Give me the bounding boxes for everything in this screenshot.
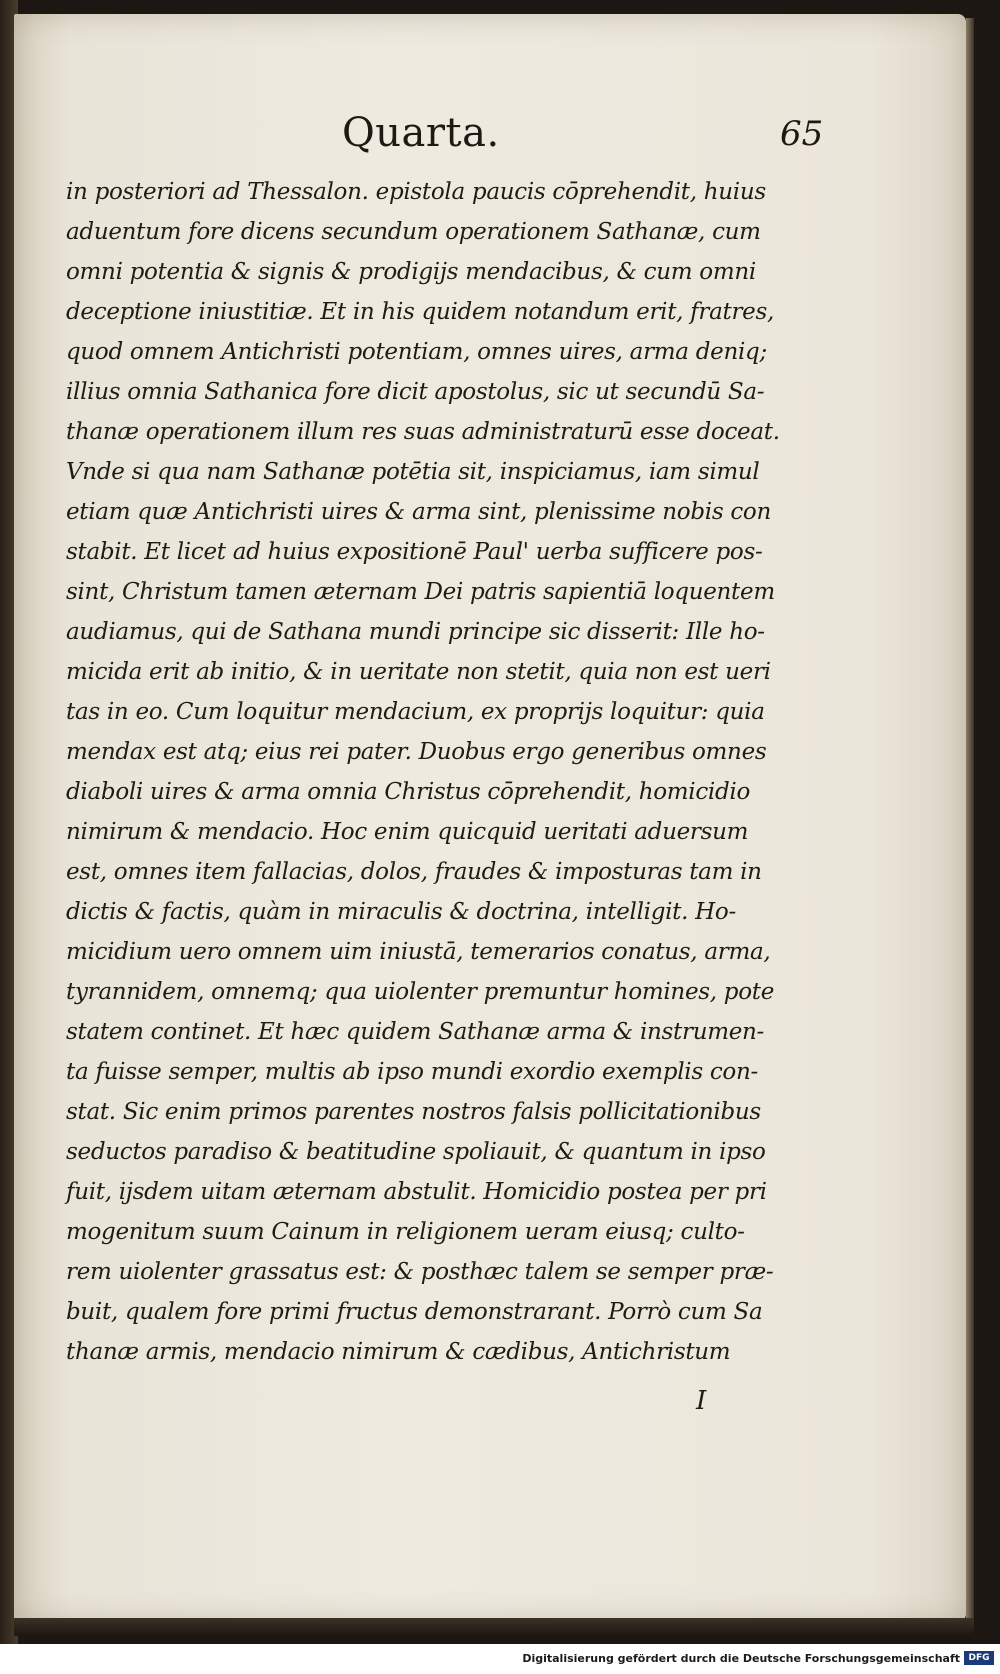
text-line: seductos paradiso & beatitudine spoliauit, & quantum in ipso (66, 1139, 766, 1165)
text-line: sint, Christum tamen æternam Dei patris sapientiā loquentem (66, 579, 775, 605)
body-text (66, 172, 826, 1372)
running-title: Quarta. (342, 110, 500, 156)
text-line: aduentum fore dicens secundum operationem Sathanæ, cum (66, 219, 761, 245)
footer-bar (0, 1644, 1000, 1674)
text-line: ta fuisse semper, multis ab ipso mundi exordio exemplis con- (66, 1059, 758, 1085)
page-stack-edge (966, 18, 974, 1618)
text-line: stabit. Et licet ad huius expositionē Paul' uerba sufficere pos- (66, 539, 763, 565)
page-number: 65 (780, 114, 824, 154)
text-line: deceptione iniustitiæ. Et in his quidem notandum erit, fratres, (66, 299, 774, 325)
text-line: statem continet. Et hæc quidem Sathanæ arma & instrumen- (66, 1019, 765, 1045)
text-line: buit, qualem fore primi fructus demonstrarant. Porrò cum Sa (66, 1299, 763, 1325)
signature-mark: I (696, 1386, 707, 1416)
text-line: tas in eo. Cum loquitur mendacium, ex proprijs loquitur: quia (66, 699, 765, 725)
book-page (14, 14, 966, 1622)
text-line: nimirum & mendacio. Hoc enim quicquid ueritati aduersum (66, 819, 749, 845)
text-line: rem uiolenter grassatus est: & posthæc talem se semper præ- (66, 1259, 774, 1285)
page-bottom-shadow (14, 1618, 974, 1636)
text-line: diaboli uires & arma omnia Christus cōprehendit, homicidio (66, 779, 751, 805)
text-line: illius omnia Sathanica fore dicit apostolus, sic ut secundū Sa- (66, 379, 765, 405)
text-line: thanæ operationem illum res suas administraturū esse doceat. (66, 419, 780, 445)
text-line: omni potentia & signis & prodigijs mendacibus, & cum omni (66, 259, 756, 285)
digitization-credit: Digitalisierung gefördert durch die Deutsche Forschungsgemeinschaft (522, 1652, 960, 1665)
text-line: est, omnes item fallacias, dolos, fraudes & imposturas tam in (66, 859, 762, 885)
text-line: fuit, ijsdem uitam æternam abstulit. Homicidio postea per pri (66, 1179, 767, 1205)
text-line: Vnde si qua nam Sathanæ potētia sit, inspiciamus, iam simul (66, 459, 760, 485)
text-line: mogenitum suum Cainum in religionem ueram eiusq; culto- (66, 1219, 745, 1245)
text-line: stat. Sic enim primos parentes nostros falsis pollicitationibus (66, 1099, 761, 1125)
text-line: etiam quæ Antichristi uires & arma sint, plenissime nobis con (66, 499, 771, 525)
text-line: dictis & factis, quàm in miraculis & doctrina, intelligit. Ho- (66, 899, 736, 925)
dfg-logo: DFG (964, 1651, 994, 1665)
text-line: in posteriori ad Thessalon. epistola paucis cōprehendit, huius (66, 179, 766, 205)
text-line: micidium uero omnem uim iniustā, temerarios conatus, arma, (66, 939, 771, 965)
text-line: tyrannidem, omnemq; qua uiolenter premuntur homines, pote (66, 979, 775, 1005)
text-line: micida erit ab initio, & in ueritate non stetit, quia non est ueri (66, 659, 771, 685)
text-line: audiamus, qui de Sathana mundi principe sic disserit: Ille ho- (66, 619, 765, 645)
text-line: quod omnem Antichristi potentiam, omnes uires, arma deniq; (66, 339, 767, 365)
text-line: thanæ armis, mendacio nimirum & cædibus, Antichristum (66, 1339, 731, 1365)
text-line: mendax est atq; eius rei pater. Duobus ergo generibus omnes (66, 739, 767, 765)
